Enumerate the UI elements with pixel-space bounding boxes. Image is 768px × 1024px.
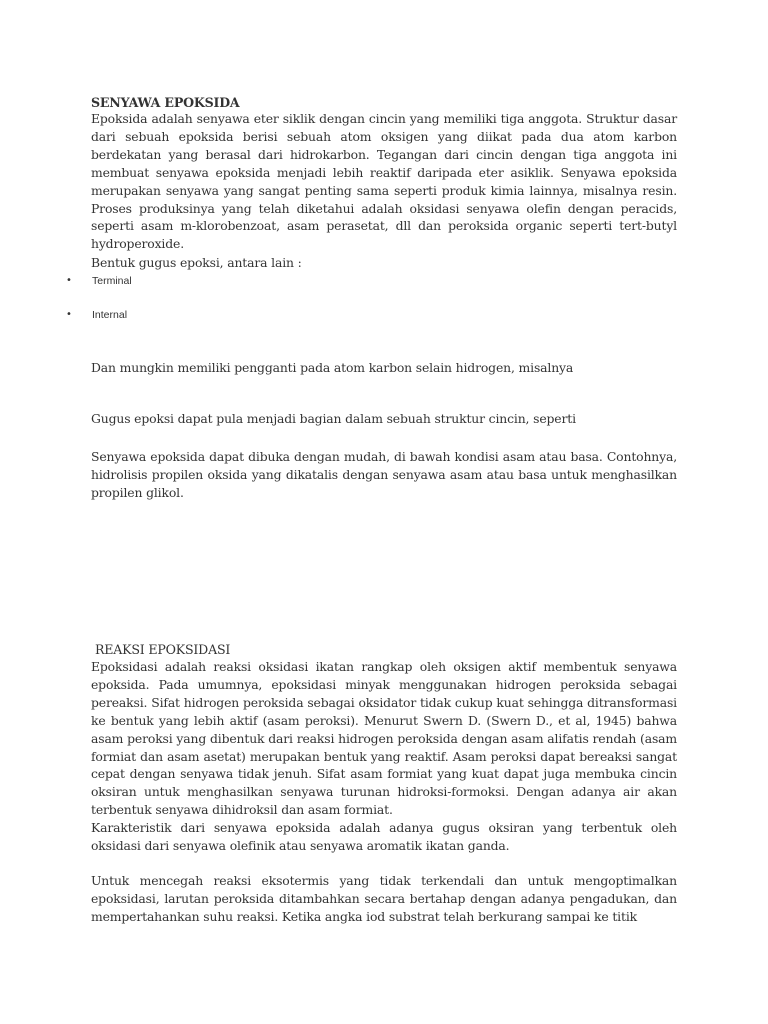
bullet-item-internal: Internal (92, 309, 128, 321)
hydrolysis-paragraph: Senyawa epoksida dapat dibuka dengan mudah, di bawah kondisi asam atau basa. Contohnya, hidrolisis propilen oksida yang dikatalis dengan senyawa asam atau basa untuk menghasilkan propilen glikol. (91, 449, 677, 500)
substituent-paragraph: Dan mungkin memiliki pengganti pada atom karbon selain hidrogen, misalnya (91, 360, 574, 375)
reaksi-paragraph-2: Karakteristik dari senyawa epoksida adalah adanya gugus oksiran yang terbentuk oleh oksidasi dari senyawa olefinik atau senyawa aromatik ikatan ganda. (91, 820, 677, 853)
intro-paragraph: Epoksida adalah senyawa eter siklik dengan cincin yang memiliki tiga anggota. Struktur dasar dari sebuah epoksida berisi sebuah atom oksigen yang diikat pada dua atom karbon berdekatan yang berasal dari hidrokarbon. Tegangan dari cincin dengan tiga anggota ini membuat senyawa epoksida menjadi lebih reaktif daripada eter asiklik. Senyawa epoksida merupakan senyawa yang sangat penting sama seperti produk kimia lainnya, misalnya resin. Proses produksinya yang telah diketahui adalah oksidasi senyawa olefin dengan peracids, seperti asam m-klorobenzoat, asam perasetat, dll dan peroksida organic seperti tert-butyl hydroperoxide. (91, 111, 677, 252)
ring-paragraph: Gugus epoksi dapat pula menjadi bagian dalam sebuah struktur cincin, seperti (91, 411, 576, 426)
bullet-marker: • (66, 309, 72, 320)
bullet-marker: • (66, 275, 72, 286)
section-title-reaksi-epoksidasi: REAKSI EPOKSIDASI (95, 642, 231, 657)
section-title-epoksida: SENYAWA EPOKSIDA (91, 95, 240, 110)
bullet-item-terminal: Terminal (92, 275, 132, 287)
reaksi-paragraph-3: Untuk mencegah reaksi eksotermis yang tidak terkendali dan untuk mengoptimalkan epoksidasi, larutan peroksida ditambahkan secara bertahap dengan adanya pengadukan, dan mempertahankan suhu reaksi. Ketika angka iod substrat telah berkurang sampai ke titik (91, 873, 677, 924)
reaksi-paragraph-1: Epoksidasi adalah reaksi oksidasi ikatan rangkap oleh oksigen aktif membentuk senyawa epoksida. Pada umumnya, epoksidasi minyak menggunakan hidrogen peroksida sebagai pereaksi. Sifat hidrogen peroksida sebagai oksidator tidak cukup kuat sehingga ditransformasi ke bentuk yang lebih aktif (asam peroksi). Menurut Swern D. (Swern D., et al, 1945) bahwa asam peroksi yang dibentuk dari reaksi hidrogen peroksida dengan asam alifatis rendah (asam formiat dan asam asetat) merupakan bentuk yang reaktif. Asam peroksi dapat bereaksi sangat cepat dengan senyawa tidak jenuh. Sifat asam formiat yang kuat dapat juga membuka cincin oksiran untuk menghasilkan senyawa turunan hidroksi-formoksi. Dengan adanya air akan terbentuk senyawa dihidroksil dan asam formiat. (91, 659, 677, 818)
list-intro: Bentuk gugus epoksi, antara lain : (91, 255, 302, 270)
